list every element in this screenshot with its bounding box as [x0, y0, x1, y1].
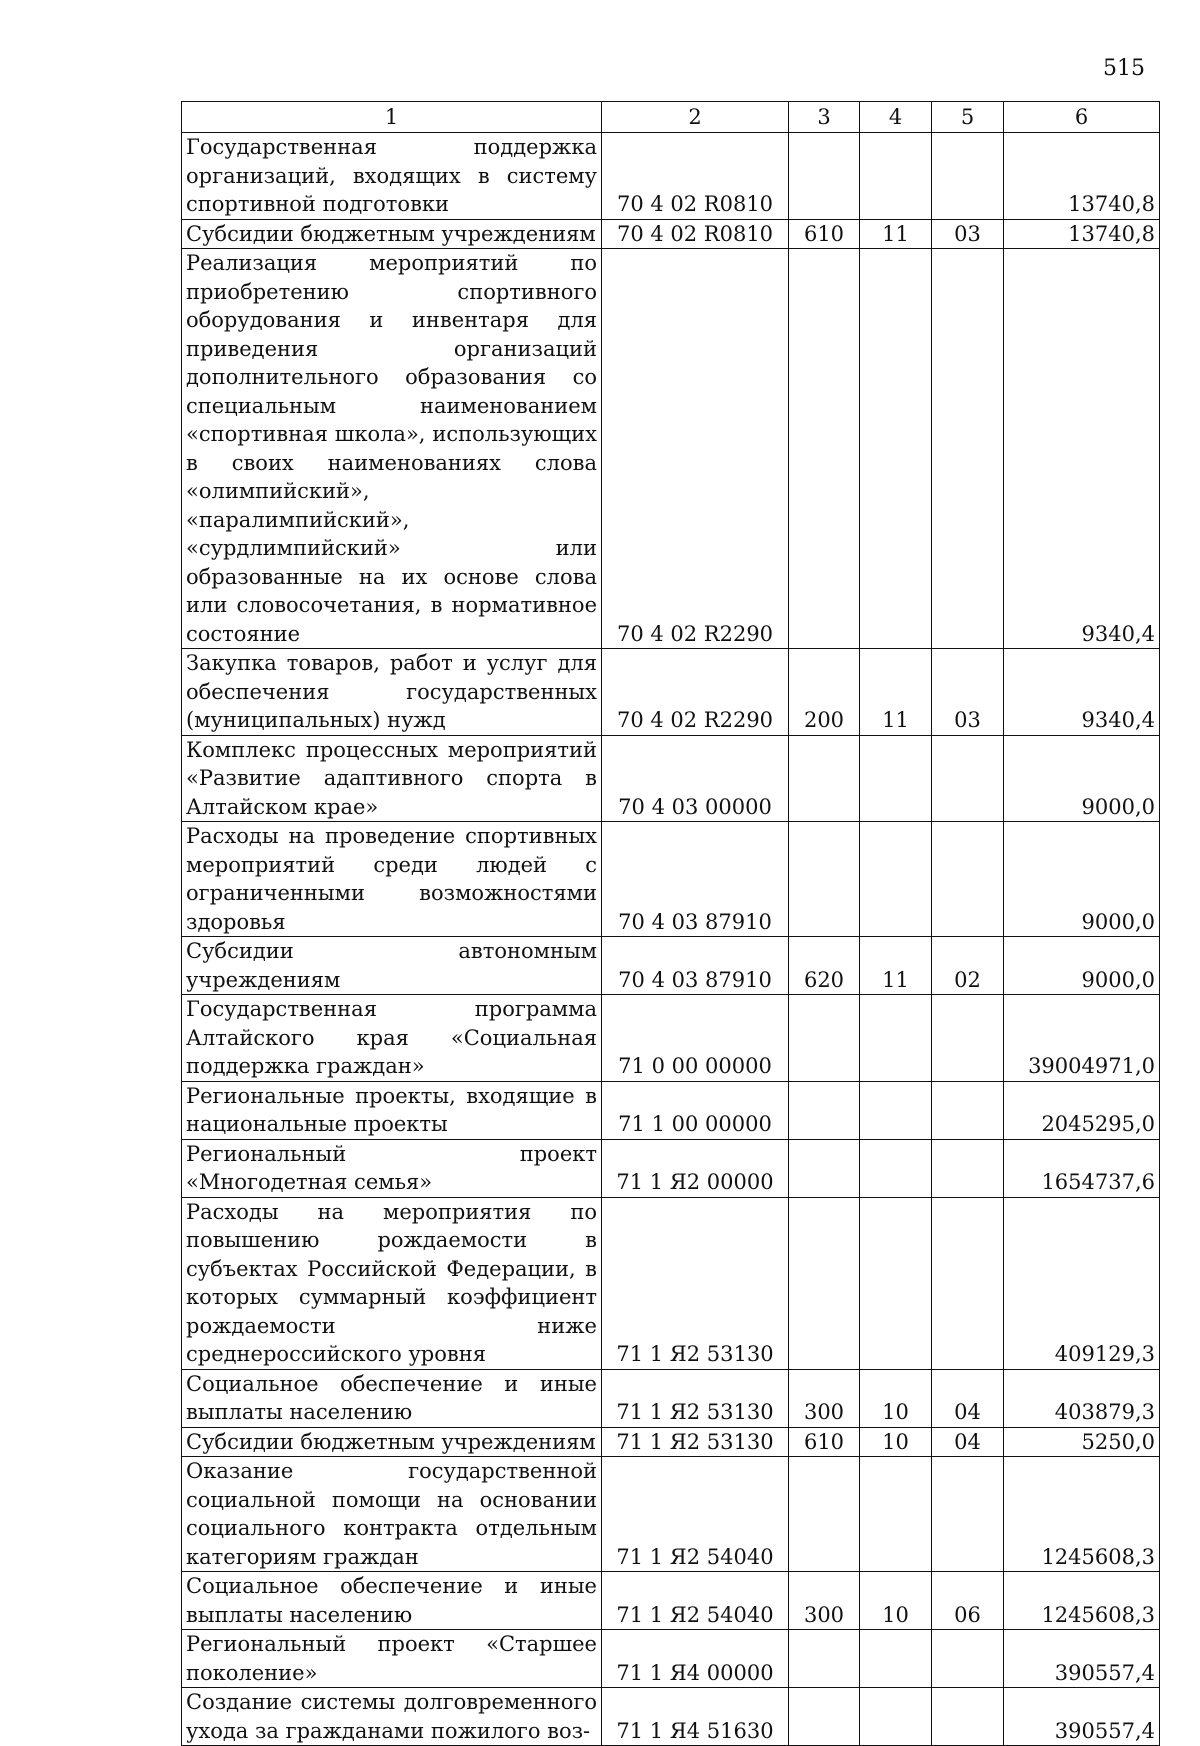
table-row: [182, 649, 1160, 736]
code-cell: 70 4 02 R2290: [602, 249, 789, 649]
column-3-cell: [789, 249, 860, 649]
item-name-cell: Субсидии бюджетным учреждениям: [182, 219, 602, 249]
column-3-cell: 300: [789, 1572, 860, 1630]
code-cell: 70 4 02 R2290: [602, 649, 789, 736]
amount-cell: 403879,3: [1004, 1369, 1160, 1427]
amount-cell: 390557,4: [1004, 1630, 1160, 1688]
column-5-cell: [932, 1081, 1004, 1139]
column-4-cell: [860, 1197, 932, 1369]
column-3-cell: [789, 1197, 860, 1369]
column-4-cell: 10: [860, 1427, 932, 1457]
column-3-cell: 610: [789, 219, 860, 249]
amount-cell: 9000,0: [1004, 822, 1160, 937]
column-3-cell: [789, 735, 860, 822]
column-3-cell: [789, 1457, 860, 1572]
code-cell: 71 0 00 00000: [602, 995, 789, 1082]
table-row: [182, 822, 1160, 937]
column-4-cell: [860, 133, 932, 220]
table-row: [182, 995, 1160, 1082]
column-header: 1: [182, 102, 602, 133]
column-header: 6: [1004, 102, 1160, 133]
code-cell: 71 1 Я2 53130: [602, 1369, 789, 1427]
column-5-cell: 03: [932, 649, 1004, 736]
column-4-cell: [860, 995, 932, 1082]
table-row: [182, 1081, 1160, 1139]
column-5-cell: [932, 1457, 1004, 1572]
amount-cell: 13740,8: [1004, 133, 1160, 220]
code-cell: 70 4 03 87910: [602, 937, 789, 995]
item-name-cell: Региональный проект «Многодетная семья»: [182, 1139, 602, 1197]
code-cell: 71 1 Я2 53130: [602, 1427, 789, 1457]
code-cell: 71 1 Я4 51630: [602, 1688, 789, 1746]
column-4-cell: 11: [860, 649, 932, 736]
code-cell: 71 1 00 00000: [602, 1081, 789, 1139]
column-5-cell: [932, 133, 1004, 220]
table-row: [182, 1197, 1160, 1369]
item-name-cell: Социальное обеспечение и иные выплаты населению: [182, 1369, 602, 1427]
column-5-cell: 04: [932, 1427, 1004, 1457]
amount-cell: 9000,0: [1004, 937, 1160, 995]
amount-cell: 1245608,3: [1004, 1457, 1160, 1572]
item-name-cell: Расходы на проведение спортивных мероприятий среди людей с ограниченными возможностями здоровья: [182, 822, 602, 937]
column-4-cell: [860, 1688, 932, 1746]
column-5-cell: 02: [932, 937, 1004, 995]
item-name-cell: Региональные проекты, входящие в национальные проекты: [182, 1081, 602, 1139]
code-cell: 70 4 02 R0810: [602, 219, 789, 249]
code-cell: 71 1 Я2 53130: [602, 1197, 789, 1369]
item-name-cell: Создание системы долговременного ухода за гражданами пожилого воз-: [182, 1688, 602, 1746]
column-4-cell: [860, 1081, 932, 1139]
amount-cell: 1654737,6: [1004, 1139, 1160, 1197]
column-3-cell: [789, 822, 860, 937]
column-4-cell: [860, 249, 932, 649]
column-5-cell: [932, 249, 1004, 649]
column-4-cell: [860, 1139, 932, 1197]
table-row: [182, 133, 1160, 220]
column-4-cell: [860, 822, 932, 937]
column-5-cell: 04: [932, 1369, 1004, 1427]
item-name-cell: Закупка товаров, работ и услуг для обеспечения государственных (муниципальных) нужд: [182, 649, 602, 736]
budget-table: [181, 101, 1160, 1746]
amount-cell: 409129,3: [1004, 1197, 1160, 1369]
item-name-cell: Государственная программа Алтайского края «Социальная поддержка граждан»: [182, 995, 602, 1082]
header-row: [182, 102, 1160, 133]
amount-cell: 9340,4: [1004, 249, 1160, 649]
code-cell: 70 4 03 00000: [602, 735, 789, 822]
column-3-cell: 620: [789, 937, 860, 995]
item-name-cell: Субсидии бюджетным учреждениям: [182, 1427, 602, 1457]
column-5-cell: [932, 1197, 1004, 1369]
amount-cell: 2045295,0: [1004, 1081, 1160, 1139]
code-cell: 71 1 Я2 00000: [602, 1139, 789, 1197]
column-4-cell: 10: [860, 1572, 932, 1630]
item-name-cell: Комплекс процессных мероприятий «Развитие адаптивного спорта в Алтайском крае»: [182, 735, 602, 822]
item-name-cell: Расходы на мероприятия по повышению рождаемости в субъектах Российской Федерации, в которых суммарный коэффициент рождаемости ниже среднероссийского уровня: [182, 1197, 602, 1369]
table-row: [182, 1139, 1160, 1197]
code-cell: 71 1 Я2 54040: [602, 1457, 789, 1572]
table-row: [182, 1369, 1160, 1427]
item-name-cell: Государственная поддержка организаций, входящих в систему спортивной подготовки: [182, 133, 602, 220]
column-5-cell: [932, 995, 1004, 1082]
page-number: 515: [1103, 56, 1145, 81]
column-4-cell: [860, 1630, 932, 1688]
column-3-cell: [789, 1688, 860, 1746]
table-header: [182, 102, 1160, 133]
table-row: [182, 937, 1160, 995]
column-3-cell: 300: [789, 1369, 860, 1427]
column-3-cell: [789, 1630, 860, 1688]
amount-cell: 9000,0: [1004, 735, 1160, 822]
table-body: [182, 133, 1160, 1746]
code-cell: 71 1 Я2 54040: [602, 1572, 789, 1630]
column-4-cell: 11: [860, 219, 932, 249]
column-5-cell: [932, 1139, 1004, 1197]
column-header: 4: [860, 102, 932, 133]
column-5-cell: [932, 822, 1004, 937]
item-name-cell: Субсидии автономным учреждениям: [182, 937, 602, 995]
table-row: [182, 735, 1160, 822]
code-cell: 71 1 Я4 00000: [602, 1630, 789, 1688]
column-4-cell: [860, 735, 932, 822]
amount-cell: 390557,4: [1004, 1688, 1160, 1746]
column-3-cell: 610: [789, 1427, 860, 1457]
item-name-cell: Региональный проект «Старшее поколение»: [182, 1630, 602, 1688]
table-row: [182, 249, 1160, 649]
table-row: [182, 219, 1160, 249]
code-cell: 70 4 03 87910: [602, 822, 789, 937]
column-3-cell: [789, 1139, 860, 1197]
table-row: [182, 1688, 1160, 1746]
amount-cell: 1245608,3: [1004, 1572, 1160, 1630]
column-5-cell: 06: [932, 1572, 1004, 1630]
column-4-cell: [860, 1457, 932, 1572]
amount-cell: 5250,0: [1004, 1427, 1160, 1457]
column-3-cell: [789, 995, 860, 1082]
column-header: 5: [932, 102, 1004, 133]
amount-cell: 9340,4: [1004, 649, 1160, 736]
table-row: [182, 1572, 1160, 1630]
column-5-cell: [932, 1630, 1004, 1688]
table-row: [182, 1630, 1160, 1688]
column-3-cell: 200: [789, 649, 860, 736]
table-row: [182, 1427, 1160, 1457]
item-name-cell: Социальное обеспечение и иные выплаты населению: [182, 1572, 602, 1630]
column-3-cell: [789, 133, 860, 220]
item-name-cell: Оказание государственной социальной помощи на основании социального контракта отдельным категориям граждан: [182, 1457, 602, 1572]
item-name-cell: Реализация мероприятий по приобретению спортивного оборудования и инвентаря для приведения организаций дополнительного образования со специальным наименованием «спортивная школа», использующих в своих наименованиях слова «олимпийский», «паралимпийский», «сурдлимпийский» или образованные на их основе слова или словосочетания, в нормативное состояние: [182, 249, 602, 649]
column-5-cell: [932, 735, 1004, 822]
column-5-cell: 03: [932, 219, 1004, 249]
code-cell: 70 4 02 R0810: [602, 133, 789, 220]
column-header: 2: [602, 102, 789, 133]
table-row: [182, 1457, 1160, 1572]
column-5-cell: [932, 1688, 1004, 1746]
amount-cell: 13740,8: [1004, 219, 1160, 249]
column-header: 3: [789, 102, 860, 133]
column-4-cell: 10: [860, 1369, 932, 1427]
column-3-cell: [789, 1081, 860, 1139]
amount-cell: 39004971,0: [1004, 995, 1160, 1082]
column-4-cell: 11: [860, 937, 932, 995]
